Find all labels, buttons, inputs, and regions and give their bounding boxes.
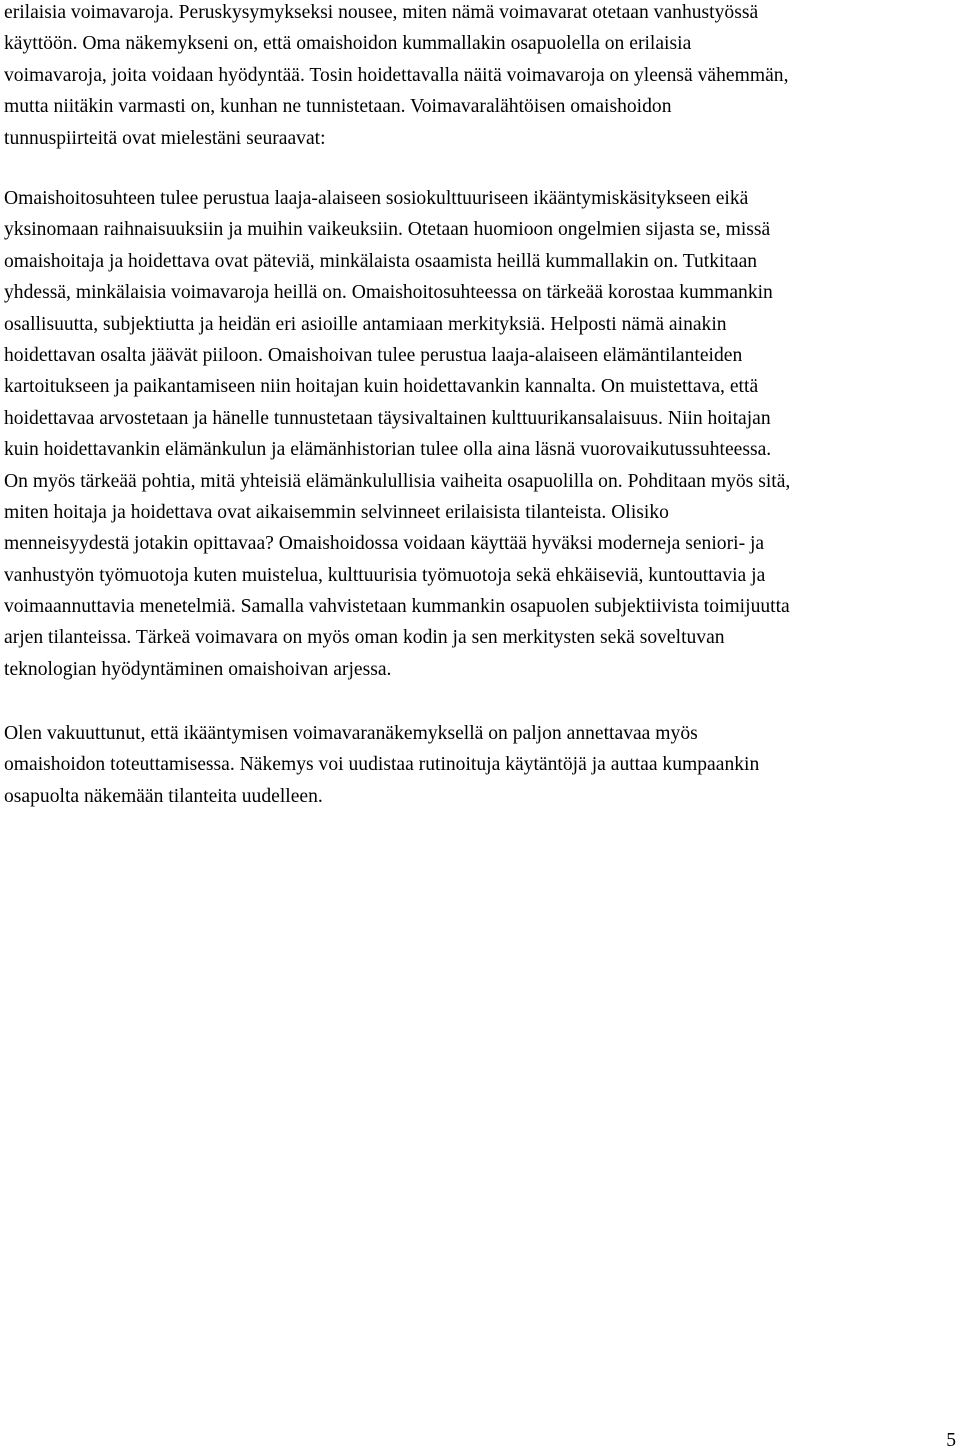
- text-line: voimavaroja, joita voidaan hyödyntää. Tosin hoidettavalla näitä voimavaroja on yleensä vähemmän,: [4, 64, 789, 86]
- text-line: hoidettavan osalta jäävät piiloon. Omaishoivan tulee perustua laaja-alaiseen elämäntilanteiden: [4, 344, 743, 366]
- text-line: hoidettavaa arvostetaan ja hänelle tunnustetaan täysivaltainen kulttuurikansalaisuus. Niin hoitajan: [4, 407, 771, 429]
- text-line: yhdessä, minkälaisia voimavaroja heillä on. Omaishoitosuhteessa on tärkeää korostaa kummankin: [4, 282, 773, 304]
- text-line: osapuolta näkemään tilanteita uudelleen.: [4, 785, 323, 807]
- text-line: On myös tärkeää pohtia, mitä yhteisiä elämänkulullisia vaiheita osapuolilla on. Pohditaan myös sitä,: [4, 470, 791, 492]
- text-line: voimaannuttavia menetelmiä. Samalla vahvistetaan kummankin osapuolen subjektiivista toimijuutta: [4, 596, 790, 618]
- paragraph-characteristics: [4, 183, 790, 717]
- text-line: teknologian hyödyntäminen omaishoivan arjessa.: [4, 658, 392, 680]
- paragraph-conclusion: [4, 718, 759, 812]
- text-line: kartoitukseen ja paikantamiseen niin hoitajan kuin hoidettavankin kannalta. On muistettava, että: [4, 376, 759, 398]
- text-line: kuin hoidettavankin elämänkulun ja elämänhistorian tulee olla aina läsnä vuorovaikutussuhteessa.: [4, 439, 772, 461]
- text-line: arjen tilanteissa. Tärkeä voimavara on myös oman kodin ja sen merkitysten sekä soveltuvan: [4, 627, 725, 649]
- text-line: käyttöön. Oma näkemykseni on, että omaishoidon kummallakin osapuolella on erilaisia: [4, 33, 692, 55]
- text-line: vanhustyön työmuotoja kuten muistelua, kulttuurisia työmuotoja sekä ehkäiseviä, kuntouttavia ja: [4, 564, 766, 586]
- text-line: tunnuspiirteitä ovat mielestäni seuraavat:: [4, 127, 326, 149]
- text-line: osallisuutta, subjektiutta ja heidän eri asioille antamiaan merkityksiä. Helposti nämä ainakin: [4, 313, 727, 335]
- text-line: yksinomaan raihnaisuuksiin ja muihin vaikeuksiin. Otetaan huomioon ongelmien sijasta se, missä: [4, 219, 771, 241]
- text-line: erilaisia voimavaroja. Peruskysymykseksi nousee, miten nämä voimavarat otetaan vanhustyössä: [4, 2, 759, 23]
- text-line: [4, 685, 790, 716]
- text-line: omaishoitaja ja hoidettava ovat päteviä, minkälaista osaamista heillä kummallakin on. Tutkitaan: [4, 250, 758, 272]
- page-number: 5: [946, 1430, 956, 1451]
- text-line: mutta niitäkin varmasti on, kunhan ne tunnistetaan. Voimavaralähtöisen omaishoidon: [4, 96, 672, 118]
- text-line: omaishoidon toteuttamisessa. Näkemys voi uudistaa rutinoituja käytäntöjä ja auttaa kumpaankin: [4, 754, 760, 776]
- paragraph-intro: [4, 0, 789, 154]
- text-line: menneisyydestä jotakin opittavaa? Omaishoidossa voidaan käyttää hyväksi moderneja seniori- ja: [4, 533, 765, 555]
- text-line: miten hoitaja ja hoidettava ovat aikaisemmin selvinneet erilaisista tilanteista. Olisiko: [4, 501, 669, 523]
- text-line: Olen vakuuttunut, että ikääntymisen voimavaranäkemyksellä on paljon annettavaa myös: [4, 723, 698, 744]
- text-line: Omaishoitosuhteen tulee perustua laaja-alaiseen sosiokulttuuriseen ikääntymiskäsitykseen eikä: [4, 188, 749, 209]
